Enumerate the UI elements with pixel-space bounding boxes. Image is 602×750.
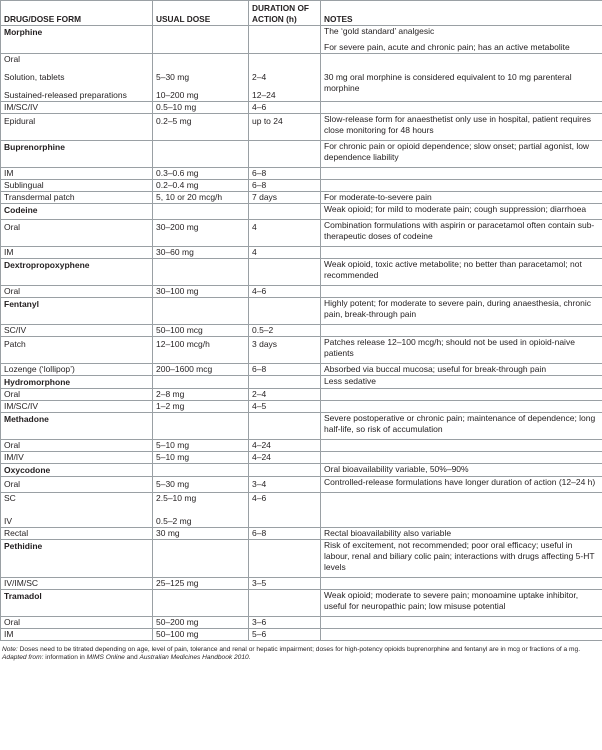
- drug-row: [1, 298, 602, 325]
- drug-row: [1, 26, 602, 54]
- dose-form-cell: [1, 54, 153, 102]
- footnote-note-label: Note:: [2, 646, 18, 653]
- duration-cell: 2–4: [249, 389, 321, 401]
- dose-form-cell: Patch: [1, 337, 153, 364]
- notes-cell: [321, 578, 602, 590]
- dose-form-cell: IM: [1, 168, 153, 180]
- duration-cell: [249, 590, 321, 617]
- note-line: Weak opioid, toxic active metabolite; no better than paracetamol; not recommended: [324, 259, 582, 280]
- footnote-and: and: [124, 654, 140, 662]
- dose-cell: [153, 259, 249, 286]
- drug-row: [1, 464, 602, 477]
- duration-cell: 3 days: [249, 337, 321, 364]
- notes-cell: Slow-release form for anaesthetist only use in hospital, patient requires close monitoring for 48 hours: [321, 114, 602, 141]
- notes-cell: [321, 259, 602, 286]
- dose-cell: 12–100 mcg/h: [153, 337, 249, 364]
- notes-cell: [321, 493, 602, 528]
- dose-form-cell: IV/IM/SC: [1, 578, 153, 590]
- footnote-note-text: Doses need to be titrated depending on age, level of pain, tolerance and renal or hepatic impairment; doses for high-potency opioids buprenorphine and fentanyl are in mcg or fractions of a mg.: [17, 646, 581, 653]
- note-line: Weak opioid; for mild to moderate pain; cough suppression; diarrhoea: [324, 204, 587, 214]
- cell-line: 5–30 mg: [156, 72, 190, 82]
- dose-form-cell: IM/IV: [1, 452, 153, 464]
- table-row: [1, 493, 602, 528]
- dose-cell: 30–200 mg: [153, 220, 249, 247]
- notes-cell: [321, 141, 602, 168]
- dose-form-cell: Rectal: [1, 528, 153, 540]
- drug-row: [1, 204, 602, 220]
- drug-name-cell: Morphine: [1, 26, 153, 54]
- note-line: The ‘gold standard’ analgesic: [324, 26, 435, 36]
- cell-line: Oral: [4, 54, 21, 64]
- table-row: [1, 247, 602, 259]
- dose-cell: 5–10 mg: [153, 452, 249, 464]
- dose-cell: 0.5–10 mg: [153, 102, 249, 114]
- dose-form-cell: Transdermal patch: [1, 192, 153, 204]
- duration-cell: 4–24: [249, 440, 321, 452]
- dose-cell: [153, 26, 249, 54]
- notes-cell: [321, 102, 602, 114]
- duration-cell: [249, 204, 321, 220]
- cell-line: 4–6: [252, 493, 267, 503]
- dose-cell: 30–100 mg: [153, 286, 249, 298]
- duration-cell: 4–6: [249, 286, 321, 298]
- header-drug-dose-form: DRUG/DOSE FORM: [1, 1, 153, 26]
- header-notes: NOTES: [321, 1, 602, 26]
- table-row: [1, 180, 602, 192]
- duration-cell: 4: [249, 220, 321, 247]
- table-row: [1, 220, 602, 247]
- drug-name-cell: Codeine: [1, 204, 153, 220]
- dose-cell: [153, 540, 249, 578]
- dose-form-cell: Oral: [1, 389, 153, 401]
- dose-cell: 25–125 mg: [153, 578, 249, 590]
- dose-form-cell: Oral: [1, 286, 153, 298]
- cell-line: Sustained-released preparations: [4, 90, 127, 100]
- dose-cell: 50–100 mg: [153, 629, 249, 641]
- table-row: [1, 629, 602, 641]
- notes-cell: [321, 590, 602, 617]
- table-row: [1, 617, 602, 629]
- duration-cell: [249, 141, 321, 168]
- dose-cell: [153, 54, 249, 102]
- dose-cell: [153, 493, 249, 528]
- drug-name-cell: Fentanyl: [1, 298, 153, 325]
- cell-line: Solution, tablets: [4, 72, 65, 82]
- footnote-source-1: MIMS Online: [86, 654, 125, 662]
- dose-cell: 2–8 mg: [153, 389, 249, 401]
- notes-cell: [321, 204, 602, 220]
- duration-cell: [249, 298, 321, 325]
- duration-cell: [249, 493, 321, 528]
- duration-cell: 4–5: [249, 401, 321, 413]
- dose-cell: [153, 298, 249, 325]
- header-duration: DURATION OF ACTION (h): [249, 1, 321, 26]
- drug-name-cell: Tramadol: [1, 590, 153, 617]
- footnote: [0, 641, 602, 662]
- dose-cell: 5–30 mg: [153, 477, 249, 493]
- dose-cell: [153, 204, 249, 220]
- table-row: [1, 364, 602, 376]
- drug-row: [1, 141, 602, 168]
- notes-cell: [321, 389, 602, 401]
- dose-cell: [153, 464, 249, 477]
- cell-line: 2.5–10 mg: [156, 493, 197, 503]
- drug-row: [1, 376, 602, 389]
- table-row: [1, 578, 602, 590]
- dose-form-cell: Lozenge (‘lollipop’): [1, 364, 153, 376]
- footnote-note: [2, 646, 600, 654]
- duration-cell: up to 24: [249, 114, 321, 141]
- dose-cell: 1–2 mg: [153, 401, 249, 413]
- dose-form-cell: Oral: [1, 477, 153, 493]
- footnote-adapted-label: Adapted from:: [2, 654, 44, 662]
- dose-cell: [153, 590, 249, 617]
- notes-cell: Controlled-release formulations have longer duration of action (12–24 h): [321, 477, 602, 493]
- cell-line: 2–4: [252, 72, 267, 82]
- duration-cell: [249, 259, 321, 286]
- table-header-row: [1, 1, 602, 26]
- notes-cell: [321, 464, 602, 477]
- notes-cell: Patches release 12–100 mcg/h; should not be used in opioid-naive patients: [321, 337, 602, 364]
- cell-line: [252, 516, 317, 527]
- note-line: For severe pain, acute and chronic pain; has an active metabolite: [324, 42, 570, 52]
- notes-cell: [321, 452, 602, 464]
- table-row: [1, 102, 602, 114]
- table-row: [1, 54, 602, 102]
- footnote-adapted: [2, 654, 600, 662]
- footnote-adapted-text: information in: [43, 654, 87, 662]
- drug-row: [1, 413, 602, 440]
- cell-line: 10–200 mg: [156, 90, 199, 100]
- duration-cell: 6–8: [249, 528, 321, 540]
- drug-name-cell: Oxycodone: [1, 464, 153, 477]
- dose-cell: 30 mg: [153, 528, 249, 540]
- dose-form-cell: Epidural: [1, 114, 153, 141]
- dose-cell: [153, 413, 249, 440]
- notes-cell: For moderate-to-severe pain: [321, 192, 602, 204]
- duration-cell: 6–8: [249, 168, 321, 180]
- dose-form-cell: IM: [1, 629, 153, 641]
- note-line: 30 mg oral morphine is considered equivalent to 10 mg parenteral morphine: [324, 72, 572, 93]
- drug-name-cell: Hydromorphone: [1, 376, 153, 389]
- duration-cell: 6–8: [249, 180, 321, 192]
- cell-line: 0.5–2 mg: [156, 516, 192, 526]
- duration-cell: [249, 26, 321, 54]
- table-row: [1, 168, 602, 180]
- table-row: [1, 192, 602, 204]
- table-row: [1, 440, 602, 452]
- note-line: For chronic pain or opioid dependence; slow onset; partial agonist, low dependence liability: [324, 141, 590, 162]
- note-line: Less sedative: [324, 376, 376, 386]
- dose-form-cell: Sublingual: [1, 180, 153, 192]
- dose-cell: 0.3–0.6 mg: [153, 168, 249, 180]
- dose-cell: 50–200 mg: [153, 617, 249, 629]
- notes-cell: [321, 325, 602, 337]
- dose-form-cell: Oral: [1, 617, 153, 629]
- cell-line: IV: [4, 516, 13, 526]
- duration-cell: 3–5: [249, 578, 321, 590]
- cell-line: [252, 54, 317, 65]
- note-line: Severe postoperative or chronic pain; maintenance of dependence; long half-life, so risk of accumulation: [324, 413, 596, 434]
- notes-cell: [321, 286, 602, 298]
- notes-cell: Combination formulations with aspirin or paracetamol often contain sub-therapeutic doses of codeine: [321, 220, 602, 247]
- notes-cell: [321, 54, 602, 102]
- table-row: [1, 452, 602, 464]
- dose-cell: 0.2–5 mg: [153, 114, 249, 141]
- dose-form-cell: IM/SC/IV: [1, 102, 153, 114]
- notes-cell: [321, 168, 602, 180]
- notes-cell: [321, 440, 602, 452]
- notes-cell: [321, 298, 602, 325]
- notes-cell: [321, 617, 602, 629]
- duration-cell: 3–6: [249, 617, 321, 629]
- dose-form-cell: IM: [1, 247, 153, 259]
- drug-name-cell: Pethidine: [1, 540, 153, 578]
- table-row: [1, 325, 602, 337]
- notes-cell: [321, 629, 602, 641]
- dose-form-cell: Oral: [1, 440, 153, 452]
- note-line: Oral bioavailability variable, 50%–90%: [324, 464, 469, 474]
- notes-cell: [321, 540, 602, 578]
- dose-form-cell: SC/IV: [1, 325, 153, 337]
- dose-cell: 200–1600 mcg: [153, 364, 249, 376]
- dose-cell: 30–60 mg: [153, 247, 249, 259]
- dose-form-cell: Oral: [1, 220, 153, 247]
- table-row: [1, 477, 602, 493]
- table-row: [1, 401, 602, 413]
- notes-cell: [321, 413, 602, 440]
- drug-name-cell: Methadone: [1, 413, 153, 440]
- notes-cell: Rectal bioavailability also variable: [321, 528, 602, 540]
- duration-cell: [249, 54, 321, 102]
- cell-line: 12–24: [252, 90, 276, 100]
- table-row: [1, 528, 602, 540]
- duration-cell: [249, 376, 321, 389]
- table-body: [1, 26, 602, 641]
- note-line: Highly potent; for moderate to severe pain, during anaesthesia, chronic pain, break-through pain: [324, 298, 591, 319]
- drug-row: [1, 259, 602, 286]
- notes-cell: [321, 180, 602, 192]
- cell-line: SC: [4, 493, 16, 503]
- footnote-source-2: Australian Medicines Handbook 2010: [139, 654, 249, 662]
- dose-form-cell: IM/SC/IV: [1, 401, 153, 413]
- header-usual-dose: USUAL DOSE: [153, 1, 249, 26]
- dose-form-cell: [1, 493, 153, 528]
- drug-row: [1, 540, 602, 578]
- duration-cell: 3–4: [249, 477, 321, 493]
- drug-row: [1, 590, 602, 617]
- duration-cell: [249, 464, 321, 477]
- table-row: [1, 286, 602, 298]
- notes-cell: [321, 247, 602, 259]
- notes-cell: [321, 26, 602, 54]
- notes-cell: [321, 376, 602, 389]
- duration-cell: 6–8: [249, 364, 321, 376]
- duration-cell: 0.5–2: [249, 325, 321, 337]
- note-line: Risk of excitement, not recommended; poor oral efficacy; useful in labour, renal and biliary colic pain; interactions with drugs affecting 5-HT levels: [324, 540, 595, 572]
- duration-cell: 7 days: [249, 192, 321, 204]
- table-row: [1, 389, 602, 401]
- note-line: Weak opioid; moderate to severe pain; monoamine uptake inhibitor, useful for neuropathic pain; low misuse potential: [324, 590, 579, 611]
- duration-cell: [249, 413, 321, 440]
- cell-line: [156, 54, 245, 65]
- table-row: [1, 337, 602, 364]
- footnote-end: .: [248, 654, 251, 662]
- drug-name-cell: Dextropropoxyphene: [1, 259, 153, 286]
- notes-cell: [321, 401, 602, 413]
- drug-name-cell: Buprenorphine: [1, 141, 153, 168]
- dose-cell: [153, 376, 249, 389]
- duration-cell: 4: [249, 247, 321, 259]
- dose-cell: 5–10 mg: [153, 440, 249, 452]
- dose-cell: 50–100 mcg: [153, 325, 249, 337]
- dose-cell: 5, 10 or 20 mcg/h: [153, 192, 249, 204]
- duration-cell: [249, 540, 321, 578]
- duration-cell: 5–6: [249, 629, 321, 641]
- dose-cell: [153, 141, 249, 168]
- duration-cell: 4–24: [249, 452, 321, 464]
- dose-cell: 0.2–0.4 mg: [153, 180, 249, 192]
- notes-cell: Absorbed via buccal mucosa; useful for break-through pain: [321, 364, 602, 376]
- duration-cell: 4–6: [249, 102, 321, 114]
- table-row: [1, 114, 602, 141]
